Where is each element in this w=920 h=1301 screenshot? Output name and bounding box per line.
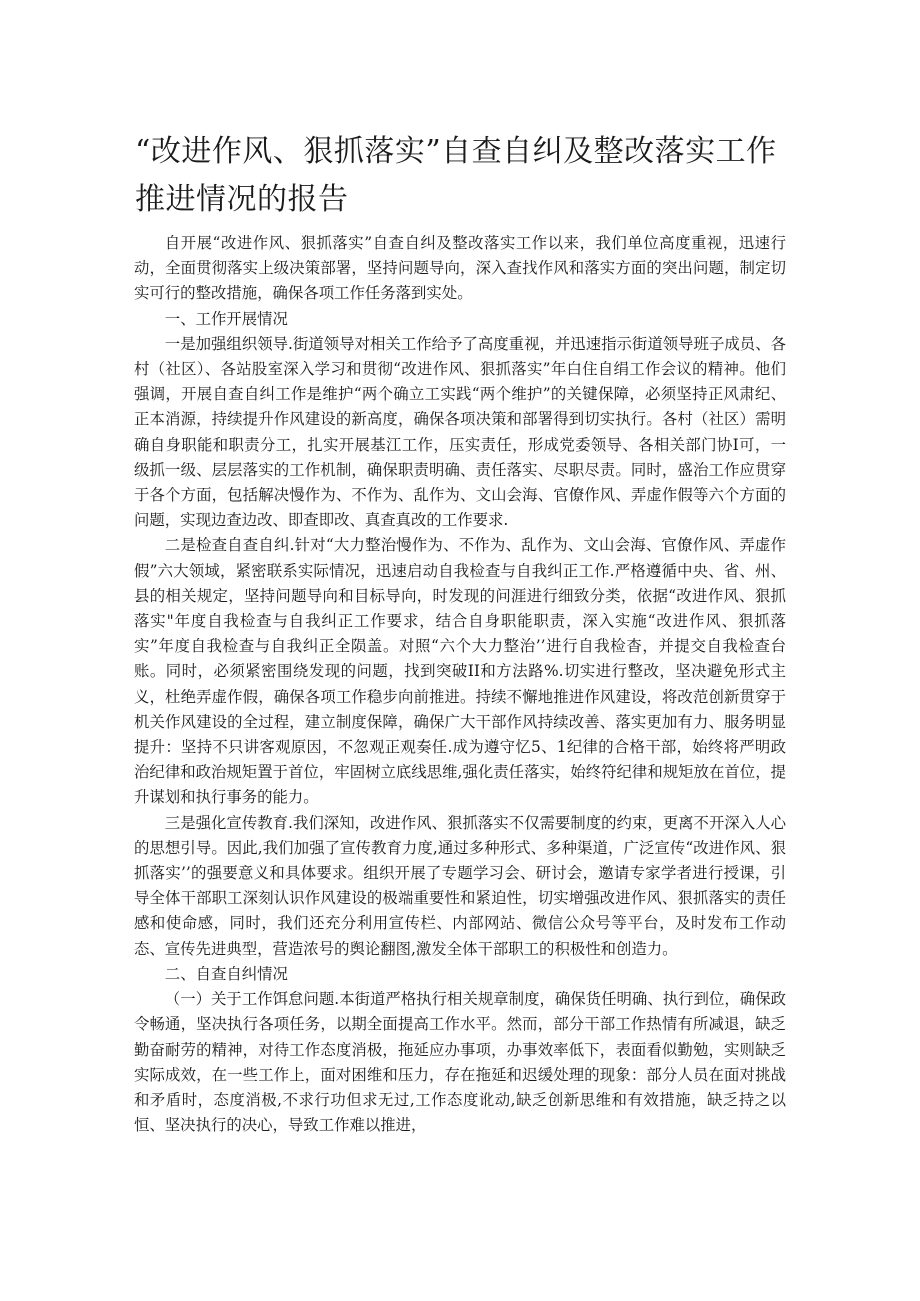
document-title: “改进作风、狠抓落实”自查自纠及整改落实工作推进情况的报告 xyxy=(135,134,777,217)
paragraph-publicity-education: 三是强化宣传教育.我们深知，改进作风、狠抓落实不仅需要制度的约束，更离不开深入人心的思想引导。因此,我们加强了宣传教育力度,通过多种形式、多种渠道，广泛宣传“改进作风、狠抓落实’’的强要意义和具体要求。组织开展了专题学习会、研讨会，邀请专家学者进行授课，引导全体干部职工深刻认识作风建设的极端重要性和紧迫性，切实增强改进作风、狠抓落实的责任感和使命感，同时，我们还充分利用宣传栏、内部网站、微信公众号等平台，及时发布工作动态、宣传先进典型，营造浓号的舆论翻图,激发全体干部职工的积极性和创造力。 xyxy=(134,813,786,958)
paragraph-self-inspection: 二是检查自查自纠.针对“大力整治慢作为、不作为、乱作为、文山会海、官僚作风、弄虚作假”六大领域，紧密联系实际情况，迅速启动自我检查与自我纠正工作.严格遵循中央、省、州、县的相关规定，坚持问题导向和目标导向，时发现的问涯进行细致分类，依据“改进作风、狠抓落实"年度自我检查与自我纠正工作要求，结合自身职能职责，深入实施“改进作风、狠抓落实”年度自我检查与自我纠正全陨盖。对照“六个大力整治’’进行自我检杳，并提交自我检查台账。同时，必须紧密围绕发现的问题，找到突破II和方法路%.切实进行整改，坚决避免形式主义，杜绝弄虚作假，确保各项工作稳步向前推进。持续不懈地推进作风建设，将改范创新贯穿于机关作风建设的全过程，建立制度保障，确保广大干部作风持续改善、落实更加有力、服务明显提升：坚持不只讲客观原因，不忽观正观奏任.成为遵守忆5、1纪律的合格干部，始终将严明政治纪律和政治规矩置于首位，牢固树立底线思维,强化责任落实，始终符纪律和规矩放在首位，提升谋划和执行事务的能力。 xyxy=(134,536,786,807)
paragraph-intro: 自开展“改进作风、狠抓落实”自查自纠及整改落实工作以来，我们单位高度重视，迅速行动，全面贯彻落实上级决策部署，坚持问题导向，深入查找作风和落实方面的突出问题，制定切实可行的整改措施，确保各项工作任务落到实处。 xyxy=(134,234,786,303)
paragraph-work-slack-issue: （一）关于工作饵怠问题.本街道严格执行相关规章制度，确保货任明确、执行到位，确保政令畅通，坚决执行各项任务，以期全面提高工作水平。然而，部分干部工作热情有所减退，缺乏勤奋耐劳的精神，对待工作态度消极，拖延应办事项，办事效率低下，表面看似勤勉，实则缺乏实际成效，在一些工作上，面对困维和压力，存在拖延和迟缓处理的现象：部分人员在面对挑战和矛盾时，态度消极,不求行功但求无过,工作态度讹动,缺乏创新思维和有效措施，缺乏持之以恒、坚决执行的决心，导致工作难以推进， xyxy=(134,990,786,1135)
section-heading-work-progress: 一、工作开展情况 xyxy=(164,309,288,328)
section-heading-self-inspection-status: 二、自查自纠情况 xyxy=(164,964,288,983)
document-body xyxy=(134,231,786,1138)
paragraph-organization-leadership: 一是加强组织领导.街道领导对相关工作给予了高度重视，并迅速指示街道领导班子成员、各村（社区）、各站股室深入学习和贯彻“改进作风、狠抓落实”年白住自绢工作会议的精神。他们强调，开展自查自纠工作是维护“两个确立工实践“两个维护”的关键保障，必须坚持正风肃纪、正本消源，持续提升作风建设的新高度，确保各项决策和部署得到切实执行。各村（社区）需明确自身职能和职责分工，扎实开展基江工作，压实责任，形成党委领导、各相关部门协I可，一级抓一级、层层落实的工作机制，确保职责明确、责任落实、尽职尽责。同时，盛治工作应贯穿于各个方面，包括解决慢作为、不作为、乱作为、文山会海、官僚作风、弄虚作假等六个方面的问题，实现边查边改、即查即改、真查真改的工作要求. xyxy=(134,334,786,530)
